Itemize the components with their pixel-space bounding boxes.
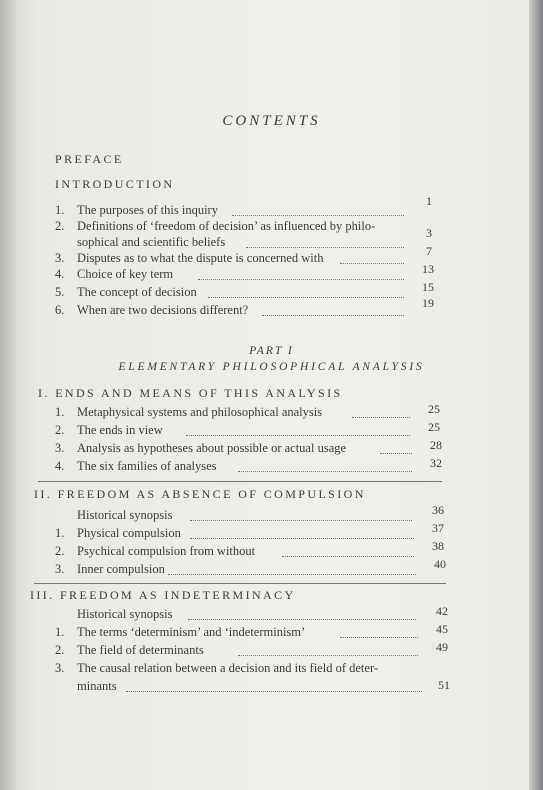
introduction-heading: INTRODUCTION <box>55 177 175 191</box>
page-number: 3 <box>426 226 432 240</box>
entry-text: Historical synopsis <box>77 508 173 522</box>
entry-text: The purposes of this inquiry <box>77 203 218 217</box>
entry-text: The concept of decision <box>77 285 197 299</box>
entry-text: When are two decisions different? <box>77 303 249 317</box>
toc-entry: 2. The ends in view <box>55 423 163 437</box>
page-number: 1 <box>426 194 432 208</box>
page-number: 40 <box>434 557 446 571</box>
page-number: 25 <box>428 420 440 434</box>
toc-entry: 1. The terms ‘determinism’ and ‘indeterminism’ <box>55 625 306 639</box>
toc-entry: 2. The field of determinants <box>55 643 204 657</box>
entry-text-continued: minants <box>77 679 117 693</box>
toc-entry: 1. Physical compulsion <box>55 526 181 540</box>
part-label: PART I <box>249 345 294 357</box>
toc-entry: 6. When are two decisions different? <box>55 303 249 317</box>
page-number: 28 <box>430 438 442 452</box>
page-number: 51 <box>438 678 450 692</box>
toc-entry: 3. Inner compulsion <box>55 562 165 576</box>
toc-entry: 1. The purposes of this inquiry <box>55 203 218 217</box>
page-number: 49 <box>436 640 448 654</box>
entry-text: Metaphysical systems and philosophical analysis <box>77 405 323 419</box>
entry-text: The six families of analyses <box>77 459 217 473</box>
toc-entry: 3. Disputes as to what the dispute is concerned with <box>55 251 324 265</box>
entry-text: Choice of key term <box>77 267 174 281</box>
page-number: 7 <box>426 244 432 258</box>
toc-entry <box>77 507 172 524</box>
toc-entry: 1. Metaphysical systems and philosophical analysis <box>55 405 323 419</box>
page-number: 38 <box>432 539 444 553</box>
page-number: 13 <box>422 262 434 276</box>
entry-text: Definitions of ‘freedom of decision’ as influenced by philo- <box>77 219 376 233</box>
page-number: 42 <box>436 604 448 618</box>
page-number: 15 <box>422 280 434 294</box>
preface-heading: PREFACE <box>55 152 124 166</box>
chapter-heading: III. FREEDOM AS INDETERMINACY <box>30 588 296 602</box>
toc-entry: 2. Psychical compulsion from without <box>55 544 256 558</box>
entry-text: Physical compulsion <box>77 526 181 540</box>
entry-text: Inner compulsion <box>77 562 165 576</box>
entry-text: The terms ‘determinism’ and ‘indeterminism’ <box>77 625 306 639</box>
entry-text: Historical synopsis <box>77 607 173 621</box>
page-number: 37 <box>432 521 444 535</box>
entry-text: The ends in view <box>77 423 163 437</box>
page-number: 36 <box>432 503 444 517</box>
entry-text: Disputes as to what the dispute is concerned with <box>77 251 324 265</box>
toc-entry <box>77 606 172 623</box>
toc-entry: 3. The causal relation between a decision and its field of deter- <box>55 661 379 675</box>
contents-title: CONTENTS <box>222 113 321 129</box>
page-number: 45 <box>436 622 448 636</box>
chapter-heading: II. FREEDOM AS ABSENCE OF COMPULSION <box>34 487 366 501</box>
entry-text: Psychical compulsion from without <box>77 544 256 558</box>
entry-text: Analysis as hypotheses about possible or actual usage <box>77 441 347 455</box>
page-number: 32 <box>430 456 442 470</box>
toc-entry: 5. The concept of decision <box>55 285 197 299</box>
toc-entry: 4. The six families of analyses <box>55 459 217 473</box>
entry-text: The causal relation between a decision and its field of deter- <box>77 661 379 675</box>
page-number: 25 <box>428 402 440 416</box>
entry-text: The field of determinants <box>77 643 204 657</box>
entry-text-continued: sophical and scientific beliefs <box>77 235 226 249</box>
chapter-heading: I. ENDS AND MEANS OF THIS ANALYSIS <box>38 386 343 400</box>
page-number: 19 <box>422 296 434 310</box>
toc-entry: 4. Choice of key term <box>55 267 174 281</box>
part-title: ELEMENTARY PHILOSOPHICAL ANALYSIS <box>118 361 425 373</box>
toc-entry: 3. Analysis as hypotheses about possible or actual usage <box>55 441 347 455</box>
toc-entry: 2. Definitions of ‘freedom of decision’ as influenced by philo- <box>55 219 376 233</box>
